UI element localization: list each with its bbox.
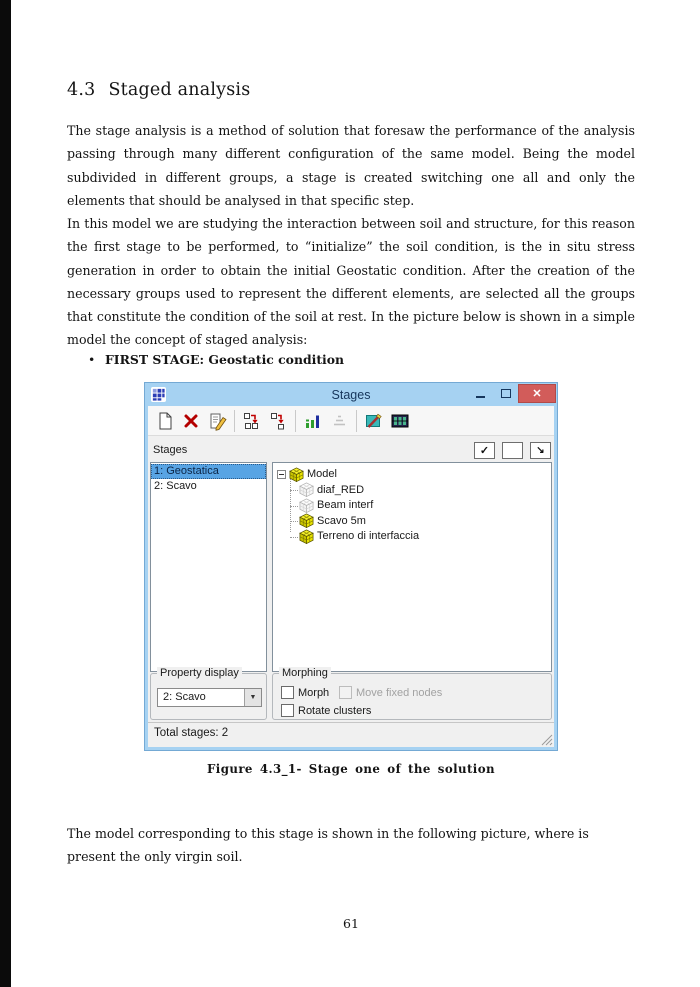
rotate-clusters-checkbox[interactable] bbox=[281, 704, 371, 717]
figure-caption: Figure 4.3_1- Stage one of the solution bbox=[207, 762, 495, 776]
display-properties-icon bbox=[364, 411, 384, 431]
checkbox-disabled-icon bbox=[339, 686, 352, 699]
stage-list-item[interactable]: 1: Geostatica bbox=[151, 464, 266, 479]
bullet-item bbox=[88, 352, 344, 367]
checkbox-icon[interactable] bbox=[281, 686, 294, 699]
stages-window bbox=[145, 383, 557, 750]
mesh-view-icon bbox=[390, 411, 410, 431]
page-number: 61 bbox=[343, 916, 359, 931]
check-buttons bbox=[474, 442, 551, 459]
invert-check-icon: ↘ bbox=[536, 445, 545, 456]
group-cube-inactive-icon bbox=[299, 482, 314, 497]
morph-checkbox-label: Morph bbox=[298, 686, 330, 699]
section-heading bbox=[67, 80, 250, 100]
tree-root-row[interactable] bbox=[277, 466, 551, 482]
stage-lines-button-disabled bbox=[326, 408, 352, 434]
toolbar-separator bbox=[295, 410, 296, 432]
tree-item-label: Terreno di interfaccia bbox=[317, 530, 420, 543]
status-bar bbox=[148, 722, 554, 747]
stage-lines-icon-disabled bbox=[329, 411, 349, 431]
tree-item[interactable] bbox=[277, 529, 551, 545]
tree-item-label: diaf_RED bbox=[317, 483, 365, 496]
morph-checkbox[interactable] bbox=[281, 686, 329, 699]
resize-grip[interactable] bbox=[539, 732, 553, 746]
dialog-client-area bbox=[148, 406, 554, 747]
new-stage-button[interactable] bbox=[152, 408, 178, 434]
group-cube-inactive-icon bbox=[299, 498, 314, 513]
morphing-label: Morphing bbox=[279, 667, 331, 679]
rotate-clusters-label: Rotate clusters bbox=[298, 704, 372, 717]
maximize-icon bbox=[501, 389, 511, 398]
bullet-marker: • bbox=[88, 352, 96, 367]
close-button[interactable] bbox=[518, 384, 556, 403]
section-title: Staged analysis bbox=[108, 80, 251, 100]
mesh-view-button[interactable] bbox=[387, 408, 413, 434]
group-cube-icon bbox=[299, 529, 314, 544]
toolbar-separator bbox=[234, 410, 235, 432]
tree-item[interactable] bbox=[277, 513, 551, 529]
dropdown-arrow-icon[interactable]: ▼ bbox=[244, 689, 261, 706]
window-buttons bbox=[468, 384, 556, 403]
stage-list bbox=[150, 462, 267, 672]
delete-stage-icon bbox=[181, 411, 201, 431]
property-display-group bbox=[150, 667, 267, 720]
stage-chart-button[interactable] bbox=[300, 408, 326, 434]
move-fixed-nodes-label: Move fixed nodes bbox=[356, 686, 443, 699]
edit-stage-button[interactable] bbox=[204, 408, 230, 434]
minimize-button[interactable] bbox=[468, 384, 493, 403]
close-icon: ✕ bbox=[532, 388, 542, 400]
tree-root-label: Model bbox=[307, 468, 337, 480]
property-display-label: Property display bbox=[157, 667, 242, 679]
delete-stage-button[interactable] bbox=[178, 408, 204, 434]
check-icon: ✓ bbox=[479, 445, 490, 457]
tree-item-label: Scavo 5m bbox=[317, 514, 366, 527]
toolbar bbox=[148, 406, 554, 436]
property-display-dropdown[interactable] bbox=[157, 688, 262, 707]
maximize-button[interactable] bbox=[493, 384, 518, 403]
check-all-button[interactable] bbox=[474, 442, 495, 459]
minimize-icon bbox=[476, 396, 485, 398]
titlebar[interactable] bbox=[145, 383, 557, 406]
window-title: Stages bbox=[331, 387, 371, 402]
dropdown-value: 2: Scavo bbox=[163, 691, 206, 703]
scanned-page-edge bbox=[0, 0, 11, 987]
tree-item-label: Beam interf bbox=[317, 499, 374, 512]
paragraph-1: The stage analysis is a method of solution that foresaw the performance of the analysis passing through many different configuration of the same model. Being the model subdivided in different groups, a stage is created switching one all and only the elements that should be analysed in that specific step. bbox=[67, 123, 635, 208]
group-cube-icon bbox=[289, 467, 304, 482]
stage-chart-icon bbox=[303, 411, 323, 431]
invert-check-button[interactable] bbox=[530, 442, 551, 459]
copy-stage-icon bbox=[268, 411, 288, 431]
paragraph-2: In this model we are studying the interaction between soil and structure, for this reason the first stage to be performed, to “initialize” the soil condition, is the in situ stress generation in order to obtain the initial Geostatic condition. After the creation of the necessary groups used to represent the different elements, are selected all the groups that constitute the condition of the soil at rest. In the picture below is shown in a simple model the concept of staged analysis: bbox=[67, 216, 635, 348]
section-number: 4.3 bbox=[67, 80, 96, 100]
tree-item[interactable] bbox=[277, 482, 551, 498]
stages-list-label: Stages bbox=[153, 444, 188, 456]
stage-list-item[interactable]: 2: Scavo bbox=[154, 480, 197, 492]
new-stage-icon bbox=[155, 411, 175, 431]
copy-stage-down-button[interactable] bbox=[239, 408, 265, 434]
display-properties-button[interactable] bbox=[361, 408, 387, 434]
bullet-text: FIRST STAGE: Geostatic condition bbox=[105, 352, 345, 367]
copy-stage-down-icon bbox=[242, 411, 262, 431]
model-tree bbox=[272, 462, 552, 672]
move-fixed-nodes-checkbox bbox=[339, 686, 442, 699]
morphing-group bbox=[272, 667, 552, 720]
paragraph-3: The model corresponding to this stage is shown in the following picture, where is present the only virgin soil. bbox=[67, 826, 589, 865]
tree-collapse-icon[interactable] bbox=[277, 470, 286, 479]
checkbox-icon[interactable] bbox=[281, 704, 294, 717]
uncheck-all-button[interactable] bbox=[502, 442, 523, 459]
tree-item[interactable] bbox=[277, 498, 551, 514]
tree-children bbox=[277, 482, 551, 544]
copy-stage-button[interactable] bbox=[265, 408, 291, 434]
edit-stage-icon bbox=[207, 411, 227, 431]
total-stages-text: Total stages: 2 bbox=[154, 727, 229, 739]
toolbar-separator bbox=[356, 410, 357, 432]
group-cube-icon bbox=[299, 513, 314, 528]
